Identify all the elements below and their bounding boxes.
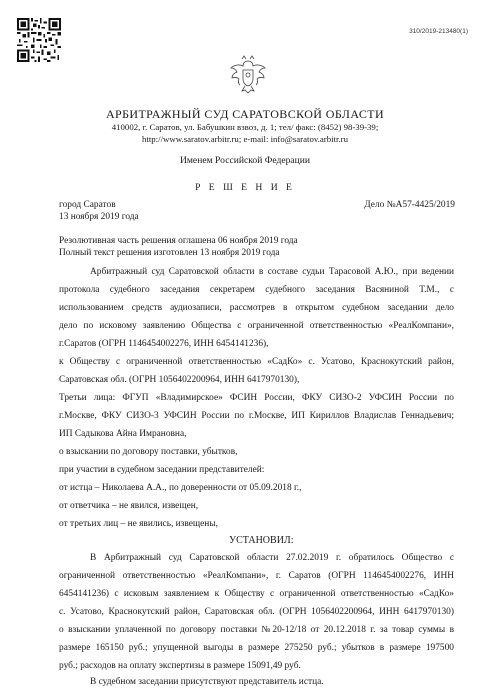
established-line: руб.; расходов на оплату экспертизы в размере 15091,49 руб. [59,661,301,671]
coat-of-arms-emblem [228,55,268,97]
established-line: ограниченной ответственностью «РеалКомпани», г. Саратов (ОГРН 1146454002276, ИНН [59,571,454,581]
body-line: от истца – Николаева А.А., по доверенности от 05.09.2018 г., [59,483,302,493]
body-line: о взыскании по договору поставки, убытков, [59,447,238,457]
body-line: от третьих лиц – не явились, извещены, [59,519,218,529]
established-line: размере 165150 руб.; упущенной выгоды в размере 275250 руб.; убытков в размере 197500 [59,643,454,653]
established-line: В судебном заседании присутствуют представитель истца. [90,677,324,687]
decision-date: 13 ноября 2019 года [59,212,139,222]
full-text-made: Полный текст решения изготовлен 13 ноября 2019 года [59,248,280,258]
city: город Саратов [59,200,116,210]
case-number: Дело №А57-4425/2019 [364,200,455,210]
body-line: г.Москве, ФКУ СИЗО-3 УФСИН России по г.Москве, ИП Кириллов Владислав Геннадьевич; [59,411,454,421]
body-line: от ответчика – не явился, извещен, [59,501,199,511]
decision-title: Р Е Ш Е Н И Е [195,182,295,193]
document-number: 310/2019-213480(1) [409,28,468,35]
body-line: Третьи лица: ФГУП «Владимирское» ФСИН России, ФКУ СИЗО-2 УФСИН России по [59,393,454,403]
body-line: Саратовская обл. (ОГРН 1056402200964, ИНН 6417970130), [59,375,300,385]
court-name: АРБИТРАЖНЫЙ СУД САРАТОВСКОЙ ОБЛАСТИ [105,107,385,121]
body-line: ИП Садыкова Айна Имрановна, [59,429,187,439]
established-heading: УСТАНОВИЛ: [229,535,294,546]
court-contacts: http://www.saratov.arbitr.ru; e-mail: info@saratov.arbitr.ru [142,134,348,144]
established-line: о взыскании уплаченной по договору поставки №20-12/18 от 20.12.2018 г. за товар суммы в [59,625,454,635]
body-line: использованием средств аудиозаписи, рассмотрев в открытом судебном заседании дело [59,303,454,313]
body-line: к Обществу с ограниченной ответственностью «СадКо» с. Усатово, Краснокутский район, [59,357,454,367]
court-address: 410002, г. Саратов, ул. Бабушкин взвоз, д. 1; тел/ факс: (8452) 98-39-39; [111,122,379,132]
body-line: протокола судебного заседания секретарем судебного заседания Васяниной Т.М., с [59,285,454,295]
established-line: В Арбитражный суд Саратовской области 27.02.2019 г. обратилось Общество с [90,553,454,563]
body-line: Арбитражный суд Саратовской области в составе судьи Тарасовой А.Ю., при ведении [90,267,454,277]
body-line: при участии в судебном заседании представителей: [59,465,265,475]
body-line: г.Саратов (ОГРН 1146454002276, ИНН 6454141236), [59,339,269,349]
body-line: дело по исковому заявлению Общества с ограниченной ответственностью «РеалКомпани», [59,321,454,331]
resolution-announced: Резолютивная часть решения оглашена 06 ноября 2019 года [59,236,298,246]
established-line: с. Усатово, Краснокутский район, Саратовская обл. (ОГРН 1056402200964, ИНН 6417970130) [59,607,454,617]
qr-code [17,18,61,62]
in-the-name-of-rf: Именем Российской Федерации [179,155,311,166]
established-line: 6454141236) с исковым заявлением к Обществу с ограниченной ответственностью «СадКо» [59,589,454,599]
